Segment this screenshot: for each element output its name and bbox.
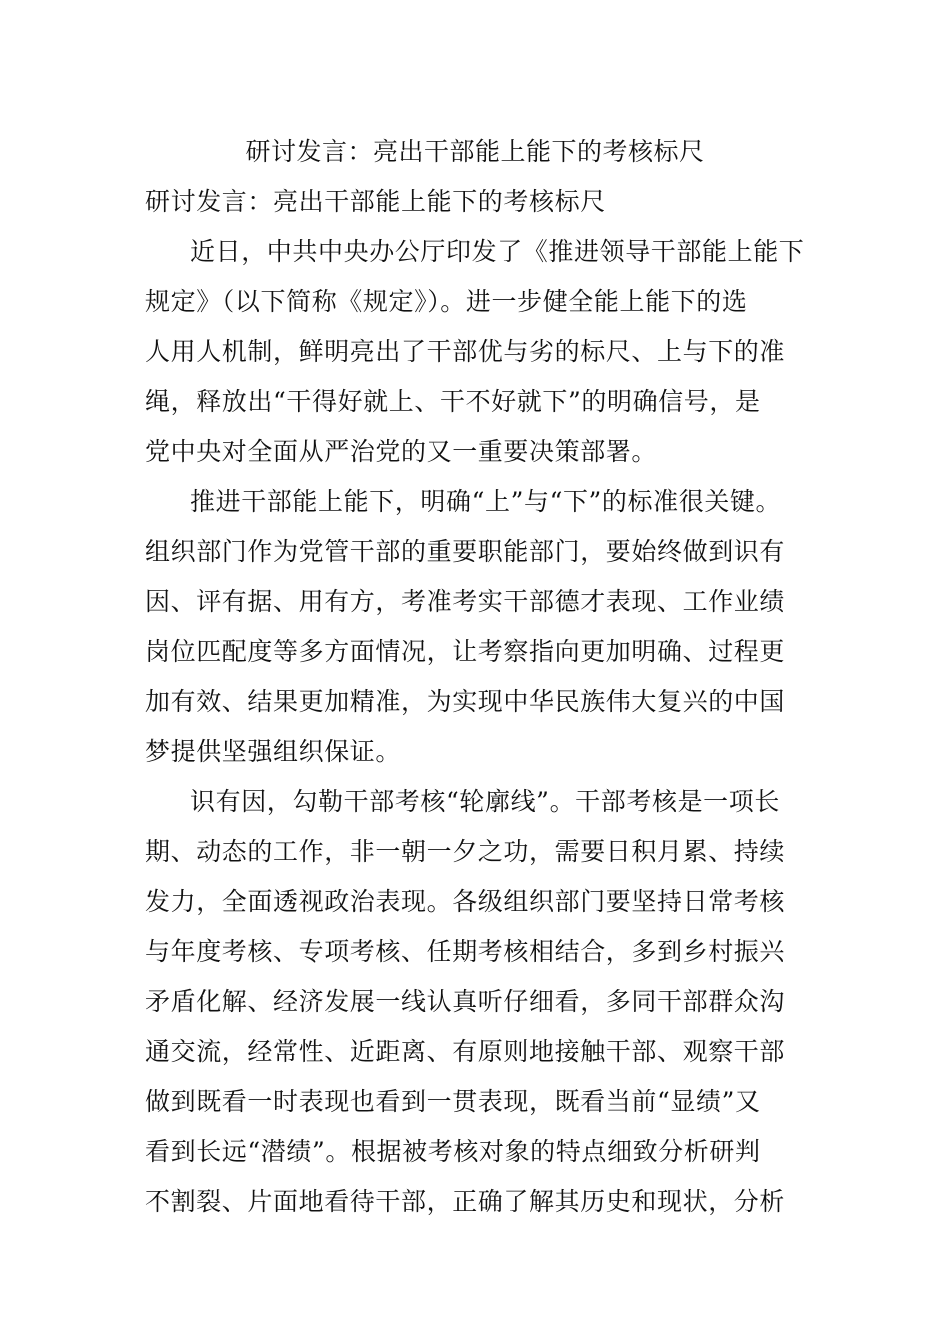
paragraph-2-line-2: 组织部门作为党管干部的重要职能部门，要始终做到识有 — [145, 537, 786, 566]
paragraph-3-line-8: 看到长远“潜绩”。根据被考核对象的特点细致分析研判 — [145, 1137, 761, 1166]
paragraph-1-line-1: 近日，中共中央办公厅印发了《推进领导干部能上能下 — [190, 237, 805, 266]
document-title: 研讨发言：亮出干部能上能下的考核标尺 — [245, 137, 705, 166]
paragraph-1-line-2: 规定》（以下简称《规定》）。进一步健全能上能下的选 — [145, 287, 748, 316]
paragraph-1-line-4: 绳，释放出“干得好就上、干不好就下”的明确信号，是 — [145, 387, 761, 416]
body-line-subtitle: 研讨发言：亮出干部能上能下的考核标尺 — [145, 187, 606, 216]
paragraph-3-line-2: 期、动态的工作，非一朝一夕之功，需要日积月累、持续 — [145, 837, 786, 866]
paragraph-3-line-4: 与年度考核、专项考核、任期考核相结合，多到乡村振兴 — [145, 937, 786, 966]
paragraph-1-line-5: 党中央对全面从严治党的又一重要决策部署。 — [145, 437, 658, 466]
paragraph-3-line-6: 通交流，经常性、近距离、有原则地接触干部、观察干部 — [145, 1037, 786, 1066]
paragraph-2-line-4: 岗位匹配度等多方面情况，让考察指向更加明确、过程更 — [145, 637, 786, 666]
paragraph-2-line-3: 因、评有据、用有方，考准考实干部德才表现、工作业绩 — [145, 587, 786, 616]
paragraph-3-line-5: 矛盾化解、经济发展一线认真听仔细看，多同干部群众沟 — [145, 987, 786, 1016]
paragraph-1-line-3: 人用人机制，鲜明亮出了干部优与劣的标尺、上与下的准 — [145, 337, 786, 366]
paragraph-3-line-9: 不割裂、片面地看待干部，正确了解其历史和现状，分析 — [145, 1187, 786, 1216]
paragraph-2-line-6: 梦提供坚强组织保证。 — [145, 737, 402, 766]
paragraph-2-line-5: 加有效、结果更加精准，为实现中华民族伟大复兴的中国 — [145, 687, 786, 716]
paragraph-3-line-3: 发力，全面透视政治表现。各级组织部门要坚持日常考核 — [145, 887, 786, 916]
paragraph-2-line-1: 推进干部能上能下，明确“上”与“下”的标准很关键。 — [190, 487, 782, 516]
paragraph-3-line-1: 识有因，勾勒干部考核“轮廓线”。干部考核是一项长 — [190, 787, 780, 816]
paragraph-3-line-7: 做到既看一时表现也看到一贯表现，既看当前“显绩”又 — [145, 1087, 761, 1116]
